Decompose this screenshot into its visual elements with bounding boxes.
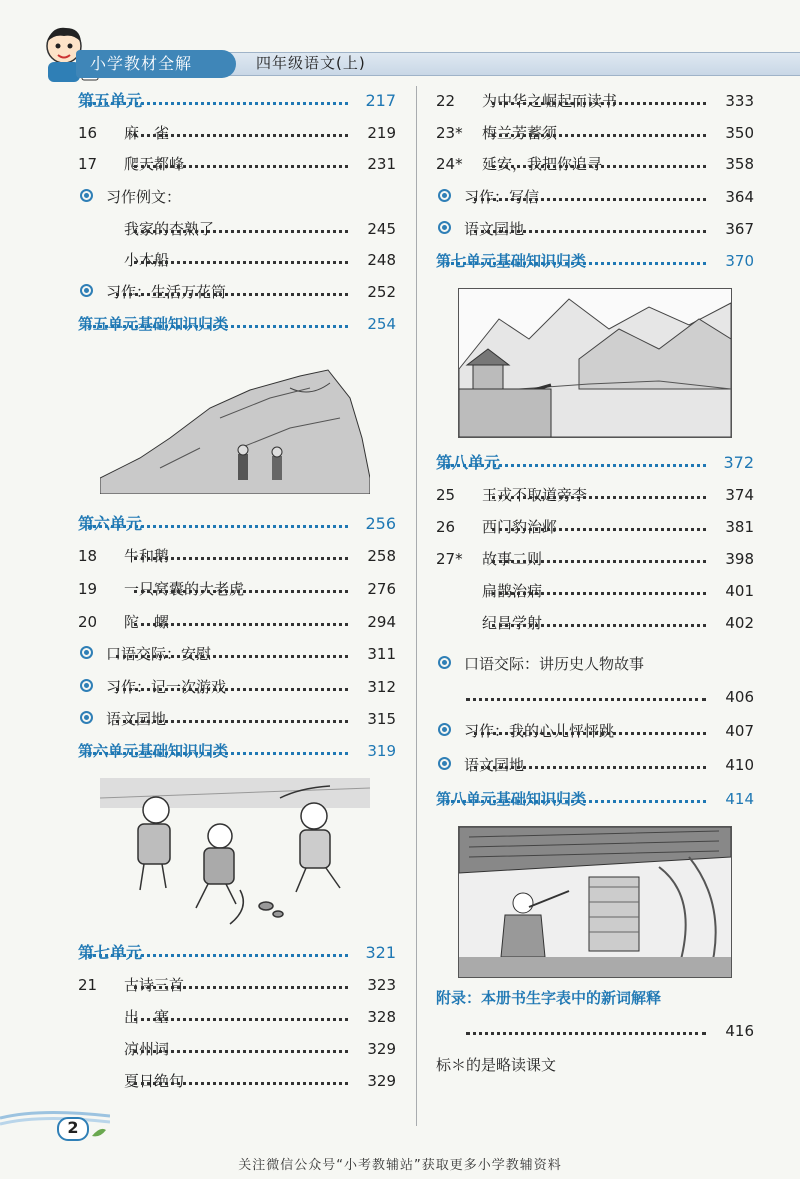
toc-entry[interactable] — [78, 1004, 396, 1030]
toc-entry-title: 语文园地 — [106, 710, 167, 728]
toc-entry[interactable] — [436, 88, 754, 114]
leader-dots — [134, 151, 348, 168]
toc-entry-title: 我家的杏熟了 — [124, 220, 215, 238]
mountain-rock-illustration — [100, 368, 370, 494]
toc-entry[interactable] — [78, 1068, 396, 1094]
toc-entry[interactable] — [436, 248, 754, 274]
toc-entry-title: 附录：本册书生字表中的新词解释 — [436, 989, 662, 1007]
page-ref: 248 — [367, 251, 396, 269]
column-divider — [416, 86, 417, 1126]
page-ref: 245 — [367, 220, 396, 238]
toc-entry[interactable] — [436, 578, 754, 604]
toc-entry[interactable] — [436, 151, 754, 177]
toc-entry[interactable] — [436, 216, 754, 242]
page-ref: 406 — [725, 688, 754, 706]
archery-story-illustration — [458, 826, 732, 978]
toc-entry[interactable] — [78, 641, 396, 667]
toc-entry-title: 纪昌学射 — [482, 614, 543, 632]
toc-entry[interactable] — [78, 609, 396, 635]
leader-dots — [492, 578, 706, 595]
page-ref: 217 — [365, 91, 396, 110]
toc-entry-title: 习作：写信 — [464, 188, 540, 206]
toc-entry-title: 王戎不取道旁李 — [482, 486, 588, 504]
lesson-number: 18 — [78, 547, 98, 565]
page-ref: 372 — [723, 453, 754, 472]
toc-entry[interactable] — [436, 786, 754, 812]
leader-dots — [134, 543, 348, 560]
annotation-note: 标＊的是略读课文 — [436, 1056, 557, 1074]
leader-dots — [116, 641, 348, 658]
bullet-circle-icon — [438, 656, 451, 669]
page-ref: 381 — [725, 518, 754, 536]
toc-entry-title: 故事二则 — [482, 550, 543, 568]
leader-dots — [134, 1068, 348, 1085]
book-subtitle: 四年级语文(上) — [256, 54, 366, 72]
leader-dots — [446, 450, 706, 467]
toc-entry-title: 西门豹治邺 — [482, 518, 558, 536]
leader-dots — [116, 706, 348, 723]
toc-entry-title: 梅兰芳蓄须 — [482, 124, 558, 142]
toc-entry[interactable] — [78, 576, 396, 602]
page-ref: 258 — [367, 547, 396, 565]
page-ref: 402 — [725, 614, 754, 632]
toc-entry[interactable] — [436, 546, 754, 572]
toc-entry-title: 第七单元 — [78, 943, 143, 962]
page-ref: 407 — [725, 722, 754, 740]
page-ref: 398 — [725, 550, 754, 568]
leader-dots — [116, 674, 348, 691]
lesson-number: 26 — [436, 518, 456, 536]
toc-entry[interactable] — [78, 706, 396, 732]
page-ref: 416 — [725, 1022, 754, 1040]
leader-dots — [492, 546, 706, 563]
toc-entry-title: 为中华之崛起而读书 — [482, 92, 618, 110]
page-ref: 319 — [367, 742, 396, 760]
lesson-number: 27* — [436, 550, 463, 568]
toc-entry[interactable] — [78, 511, 396, 537]
page-number-badge — [0, 1108, 110, 1144]
leader-dots — [134, 216, 348, 233]
bullet-circle-icon — [438, 221, 451, 234]
page-ref: 231 — [367, 155, 396, 173]
toc-entry-title: 习作：记一次游戏 — [106, 678, 227, 696]
toc-entry-title: 第六单元基础知识归类 — [78, 742, 229, 760]
toc-entry[interactable] — [436, 752, 754, 778]
page-ref: 294 — [367, 613, 396, 631]
leader-dots — [88, 738, 348, 755]
toc-entry-title: 扁鹊治病 — [482, 582, 543, 600]
toc-entry-title: 一只窝囊的大老虎 — [124, 580, 245, 598]
leader-dots — [474, 718, 706, 735]
toc-entry-title: 习作：生活万花筒 — [106, 283, 227, 301]
toc-entry[interactable] — [78, 151, 396, 177]
leader-dots — [88, 88, 348, 105]
page-ref: 401 — [725, 582, 754, 600]
lesson-number: 16 — [78, 124, 98, 142]
toc-entry[interactable] — [436, 120, 754, 146]
leader-dots — [474, 216, 706, 233]
toc-entry-title: 爬天都峰 — [124, 155, 185, 173]
page-ref: 328 — [367, 1008, 396, 1026]
toc-entry-title: 第七单元基础知识归类 — [436, 252, 587, 270]
great-wall-illustration — [458, 288, 732, 438]
leader-dots — [134, 247, 348, 264]
leader-dots — [116, 279, 348, 296]
lesson-number: 25 — [436, 486, 456, 504]
toc-entry[interactable] — [78, 279, 396, 305]
leader-dots — [134, 120, 348, 137]
bullet-circle-icon — [80, 189, 93, 202]
toc-entry-title: 古诗三首 — [124, 976, 185, 994]
toc-entry-title: 口语交际：安慰 — [106, 645, 212, 663]
toc-entry-title: 第八单元基础知识归类 — [436, 790, 587, 808]
page-ref: 410 — [725, 756, 754, 774]
page-ref: 329 — [367, 1040, 396, 1058]
toc-entry-title: 出 塞 — [124, 1008, 170, 1026]
leader-dots — [466, 684, 706, 701]
toc-entry-title: 陀 螺 — [124, 613, 170, 631]
leader-dots — [88, 511, 348, 528]
toc-entry[interactable] — [436, 610, 754, 636]
toc-entry[interactable] — [78, 311, 396, 337]
page-ref: 323 — [367, 976, 396, 994]
toc-entry[interactable] — [436, 514, 754, 540]
toc-entry-title: 小木船 — [124, 251, 170, 269]
toc-entry[interactable] — [78, 247, 396, 273]
lesson-number: 24* — [436, 155, 463, 173]
leader-dots — [446, 248, 706, 265]
toc-entry-title: 第八单元 — [436, 453, 501, 472]
page-ref: 414 — [725, 790, 754, 808]
page-ref: 364 — [725, 188, 754, 206]
leader-dots — [474, 184, 706, 201]
toc-entry-title: 第五单元基础知识归类 — [78, 315, 229, 333]
toc-entry[interactable] — [436, 450, 754, 476]
bullet-circle-icon — [80, 284, 93, 297]
page-ref: 312 — [367, 678, 396, 696]
leader-dots — [134, 1004, 348, 1021]
leader-dots — [88, 940, 348, 957]
bullet-circle-icon — [438, 189, 451, 202]
page-number: 2 — [67, 1118, 79, 1137]
leader-dots — [492, 151, 706, 168]
toc-entry[interactable] — [78, 120, 396, 146]
toc-entry[interactable] — [436, 985, 754, 1011]
toc-entry-title: 牛和鹅 — [124, 547, 170, 565]
toc-entry-title: 第五单元 — [78, 91, 143, 110]
toc-entry[interactable] — [78, 88, 396, 114]
toc-entry[interactable] — [436, 684, 754, 710]
toc-entry[interactable] — [436, 1018, 754, 1044]
leader-dots — [446, 786, 706, 803]
page-ref: 254 — [367, 315, 396, 333]
leader-dots — [134, 576, 348, 593]
toc-entry-title: 语文园地 — [464, 756, 525, 774]
toc-entry-title: 延安，我把你追寻 — [482, 155, 603, 173]
leader-dots — [88, 311, 348, 328]
toc-entry[interactable] — [78, 543, 396, 569]
page-ref: 333 — [725, 92, 754, 110]
footer-note: 关注微信公众号“小考教辅站”获取更多小学教辅资料 — [238, 1158, 562, 1173]
leader-dots — [492, 514, 706, 531]
spinning-top-illustration — [100, 778, 370, 926]
brand-title: 小学教材全解 — [76, 50, 236, 78]
page-ref: 219 — [367, 124, 396, 142]
leader-dots — [134, 1036, 348, 1053]
toc-entry[interactable] — [436, 718, 754, 744]
page-ref: 252 — [367, 283, 396, 301]
toc-entry-title: 凉州词 — [124, 1040, 170, 1058]
leader-dots — [492, 610, 706, 627]
page-ref: 311 — [367, 645, 396, 663]
toc-entry-title: 语文园地 — [464, 220, 525, 238]
leader-dots — [134, 972, 348, 989]
toc-entry[interactable] — [78, 216, 396, 242]
leader-dots — [492, 120, 706, 137]
page-ref: 358 — [725, 155, 754, 173]
page-ref: 321 — [365, 943, 396, 962]
toc-entry-title: 麻 雀 — [124, 124, 170, 142]
lesson-number: 23* — [436, 124, 463, 142]
toc-entry[interactable] — [436, 482, 754, 508]
page-ref: 256 — [365, 514, 396, 533]
leader-dots — [492, 88, 706, 105]
toc-entry-title: 口语交际：讲历史人物故事 — [464, 655, 645, 673]
leader-dots — [492, 482, 706, 499]
bullet-circle-icon — [80, 679, 93, 692]
leader-dots — [466, 1018, 706, 1035]
toc-entry[interactable] — [78, 940, 396, 966]
bullet-circle-icon — [80, 711, 93, 724]
page-ref: 276 — [367, 580, 396, 598]
page-ref: 370 — [725, 252, 754, 270]
toc-entry-title: 第六单元 — [78, 514, 143, 533]
toc-entry-title: 夏日绝句 — [124, 1072, 185, 1090]
toc-entry[interactable] — [78, 674, 396, 700]
lesson-number: 20 — [78, 613, 98, 631]
toc-entry[interactable] — [78, 184, 396, 210]
toc-entry[interactable] — [78, 1036, 396, 1062]
toc-entry[interactable] — [436, 184, 754, 210]
page-ref: 374 — [725, 486, 754, 504]
lesson-number: 21 — [78, 976, 98, 994]
leader-dots — [134, 609, 348, 626]
bullet-circle-icon — [438, 757, 451, 770]
bullet-circle-icon — [438, 723, 451, 736]
lesson-number: 17 — [78, 155, 98, 173]
lesson-number: 19 — [78, 580, 98, 598]
leader-dots — [474, 752, 706, 769]
page-ref: 329 — [367, 1072, 396, 1090]
toc-entry-title: 习作：我的心儿怦怦跳 — [464, 722, 615, 740]
bullet-circle-icon — [80, 646, 93, 659]
page-ref: 315 — [367, 710, 396, 728]
toc-entry-title: 习作例文： — [106, 188, 182, 206]
toc-entry[interactable] — [78, 972, 396, 998]
page-ref: 350 — [725, 124, 754, 142]
toc-entry[interactable] — [436, 651, 754, 677]
page-ref: 367 — [725, 220, 754, 238]
lesson-number: 22 — [436, 92, 456, 110]
toc-entry[interactable] — [78, 738, 396, 764]
